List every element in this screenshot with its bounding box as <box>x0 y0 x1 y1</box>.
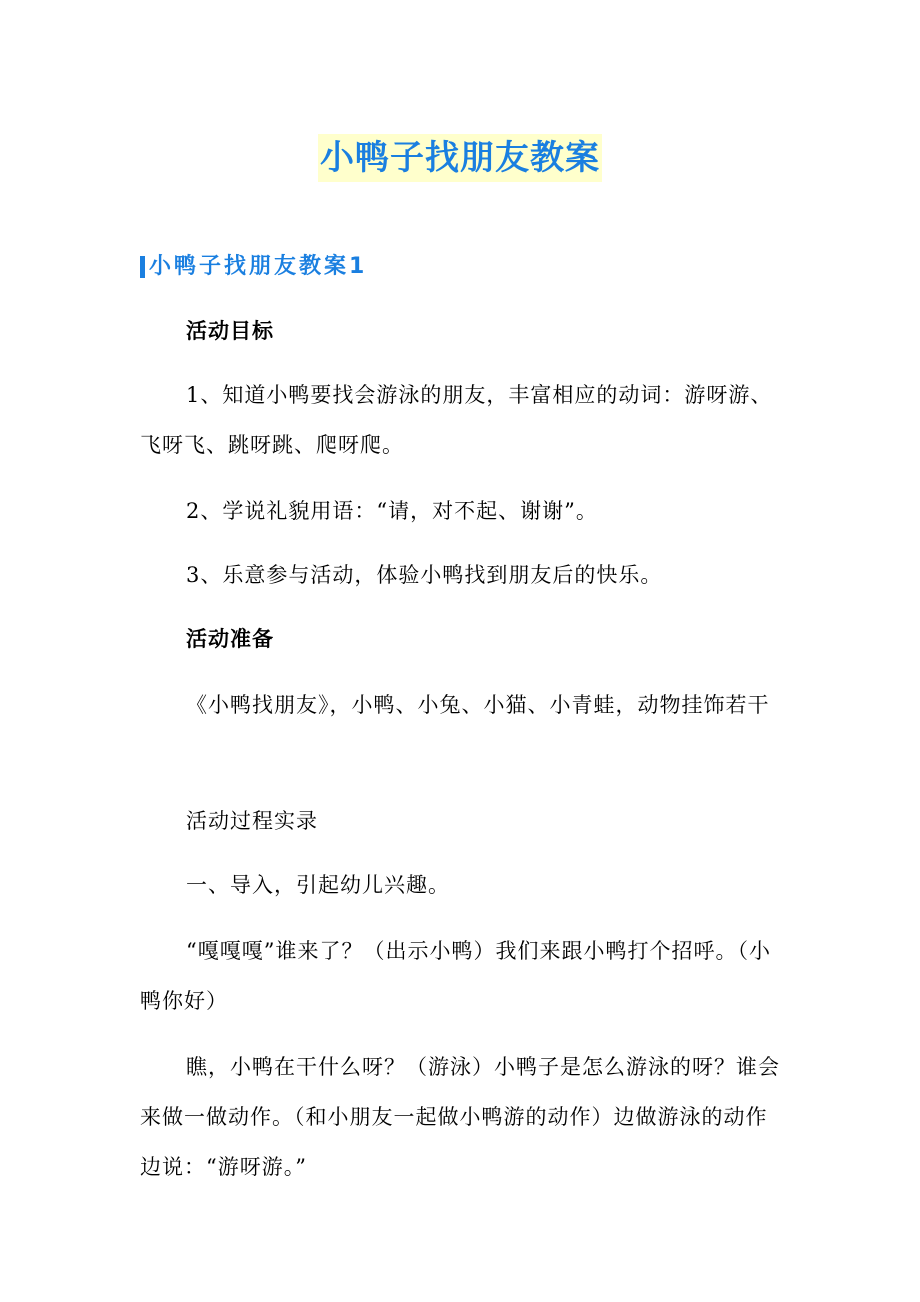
document-title <box>0 134 920 182</box>
section-heading-text: 小鸭子找朋友教案1 <box>149 254 368 279</box>
section-heading <box>140 252 367 282</box>
paragraph-1: “嘎嘎嘎”谁来了？（出示小鸭）我们来跟小鸭打个招呼。（小鸭你好） <box>140 939 771 1013</box>
process-heading: 活动过程实录 <box>186 809 318 833</box>
goals-heading: 活动目标 <box>186 319 274 343</box>
prep-heading: 活动准备 <box>186 627 274 651</box>
goal-2: 2、学说礼貌用语：“请，对不起、谢谢”。 <box>186 499 598 523</box>
step-1: 一、导入，引起幼儿兴趣。 <box>186 873 450 897</box>
heading-bar-icon <box>140 256 145 278</box>
paragraph-2: 瞧，小鸭在干什么呀？（游泳）小鸭子是怎么游泳的呀？谁会来做一做动作。（和小朋友一起做小鸭游的动作）边做游泳的动作边说：“游呀游。” <box>140 1055 780 1179</box>
prep-text: 《小鸭找朋友》，小鸭、小兔、小猫、小青蛙，动物挂饰若干 <box>186 693 770 717</box>
document-title-text: 小鸭子找朋友教案 <box>318 134 602 182</box>
goal-3: 3、乐意参与活动，体验小鸭找到朋友后的快乐。 <box>186 563 663 587</box>
goal-1: 1、知道小鸭要找会游泳的朋友，丰富相应的动词：游呀游、飞呀飞、跳呀跳、爬呀爬。 <box>140 383 773 457</box>
